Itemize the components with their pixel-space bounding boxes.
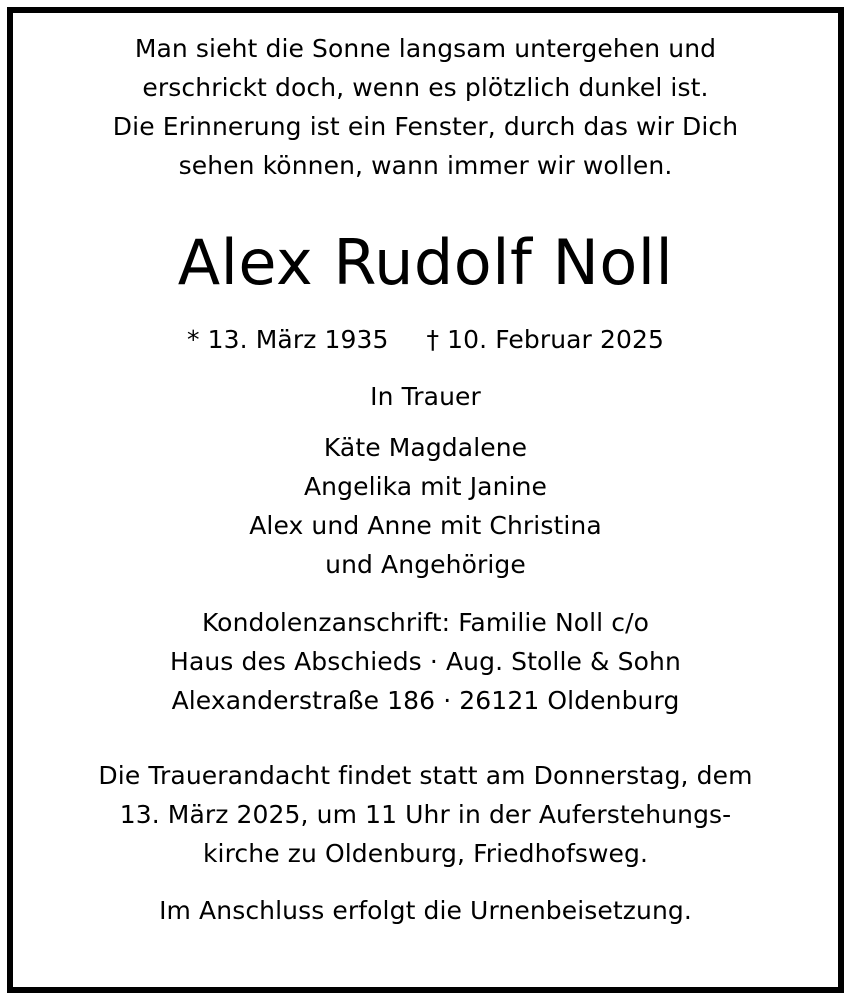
mourner-1: Käte Magdalene (323, 433, 528, 462)
life-dates (0, 325, 851, 355)
deceased-name: Alex Rudolf Noll (177, 226, 674, 299)
mourner-3: Alex und Anne mit Christina (249, 511, 602, 540)
verse-line-1: Man sieht die Sonne langsam untergehen und (134, 34, 717, 63)
verse-line-4: sehen können, wann immer wir wollen. (178, 151, 673, 180)
death-date: † 10. Februar 2025 (426, 325, 665, 354)
mourner-4: und Angehörige (325, 550, 526, 579)
service-line-1: Die Trauerandacht findet statt am Donnerstag, dem (98, 761, 753, 790)
verse-line-3: Die Erinnerung ist ein Fenster, durch das wir Dich (112, 112, 739, 141)
burial-note: Im Anschluss erfolgt die Urnenbeisetzung. (159, 896, 692, 925)
mourner-2: Angelika mit Janine (303, 472, 548, 501)
mourning-intro: In Trauer (370, 382, 481, 411)
condolence-line-2: Haus des Abschieds · Aug. Stolle & Sohn (170, 647, 681, 676)
service-line-3: kirche zu Oldenburg, Friedhofsweg. (202, 839, 649, 868)
birth-date: * 13. März 1935 (186, 325, 389, 354)
service-line-2: 13. März 2025, um 11 Uhr in der Auferstehungs- (119, 800, 732, 829)
condolence-line-1: Kondolenzanschrift: Familie Noll c/o (201, 608, 650, 637)
condolence-line-3: Alexanderstraße 186 · 26121 Oldenburg (171, 686, 680, 715)
verse-line-2: erschrickt doch, wenn es plötzlich dunkel ist. (142, 73, 709, 102)
